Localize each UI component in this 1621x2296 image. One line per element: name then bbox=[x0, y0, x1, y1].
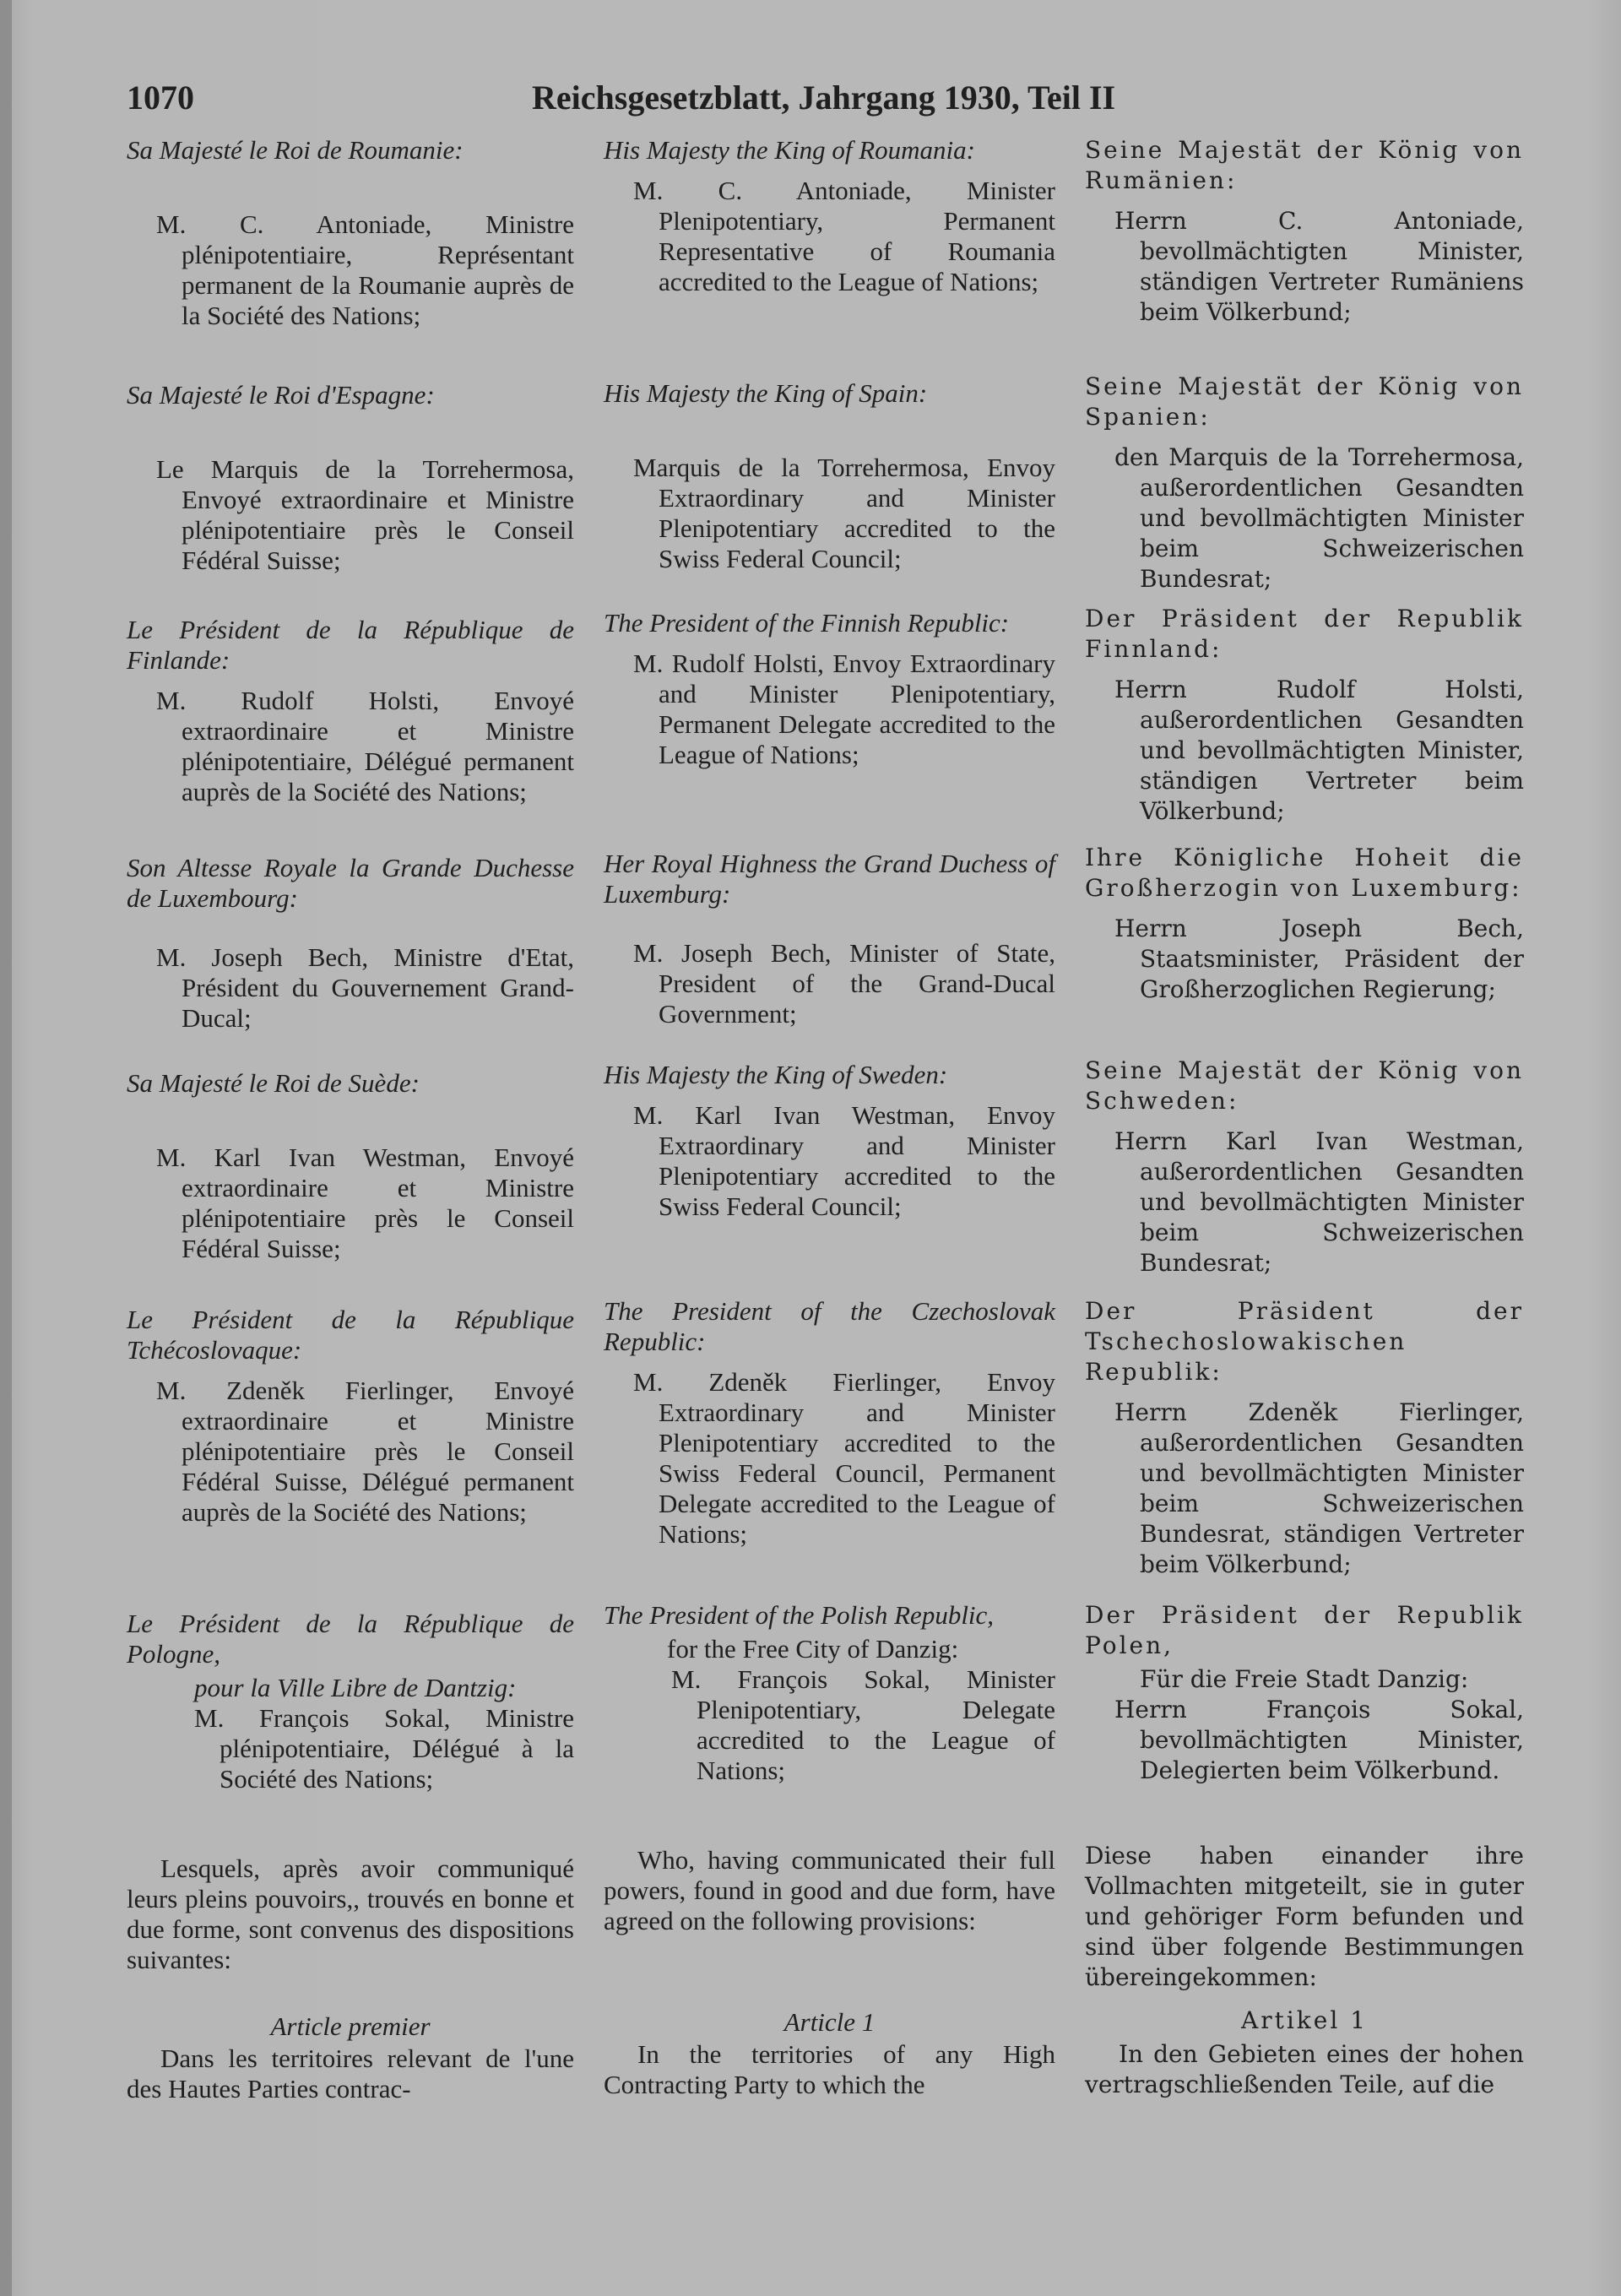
party-heading: Le Président de la République Tchécoslovaque: bbox=[127, 1305, 574, 1365]
column-english bbox=[604, 135, 1055, 2229]
delegate-text bbox=[127, 1143, 574, 1264]
delegate-name: Herrn C. Antoniade, bbox=[1114, 207, 1524, 235]
delegate-title: bevollmächtigten Minister, ständigen Vertreter Rumäniens beim Völkerbund; bbox=[1140, 237, 1524, 326]
column-french bbox=[127, 135, 574, 2229]
article-body: In the territories of any High Contracting Party to which the bbox=[604, 2039, 1055, 2099]
entry-romania bbox=[127, 135, 574, 331]
closing-paragraph: Lesquels, après avoir communiqué leurs pleins pouvoirs,, trouvés en bonne et due forme, sont convenus des dispositions suivantes: bbox=[127, 1854, 574, 1974]
delegate-title: außerordentlichen Gesandten und bevollmächtigten Minister beim Schweizerischen Bundesrat; bbox=[1140, 474, 1524, 593]
sub-party: pour la Ville Libre de Dantzig: bbox=[194, 1673, 517, 1702]
delegate-text bbox=[1085, 914, 1524, 1005]
delegate-name: M. Rudolf Holsti, bbox=[633, 649, 824, 678]
delegate-name: Herrn Zdeněk Fierlinger, bbox=[1114, 1398, 1524, 1426]
entry-sweden bbox=[127, 1068, 574, 1264]
delegate-text bbox=[127, 454, 574, 576]
entry-luxembourg bbox=[1085, 843, 1524, 1005]
delegate-text bbox=[604, 453, 1055, 574]
delegate-title: Minister Plenipotentiary, Delegate accredited to the League of Nations; bbox=[697, 1664, 1056, 1785]
delegate-name: M. Karl Ivan Westman, bbox=[156, 1143, 467, 1172]
entry-poland bbox=[127, 1609, 574, 1794]
party-heading: His Majesty the King of Roumania: bbox=[604, 135, 975, 165]
closing-paragraph: Who, having communicated their full powers, found in good and due form, have agreed on the following provisions: bbox=[604, 1845, 1055, 1935]
delegate-name: Herrn François Sokal, bbox=[1114, 1696, 1524, 1723]
delegate-name: Marquis de la Torrehermosa, bbox=[633, 453, 969, 482]
delegate-text bbox=[604, 1664, 1055, 1786]
party-heading: The President of the Finnish Republic: bbox=[604, 608, 1010, 638]
article-heading: Artikel 1 bbox=[1240, 2006, 1369, 2034]
delegate-text bbox=[604, 1100, 1055, 1222]
delegate-name: M. Rudolf Holsti, bbox=[156, 686, 440, 715]
party-heading: His Majesty the King of Sweden: bbox=[604, 1060, 948, 1089]
entry-romania bbox=[1085, 135, 1524, 328]
entry-finland bbox=[127, 615, 574, 807]
party-heading: Seine Majestät der König von Rumänien: bbox=[1085, 136, 1524, 194]
delegate-text bbox=[1085, 442, 1524, 594]
delegate-text bbox=[1085, 1398, 1524, 1580]
party-heading: Der Präsident der Republik Polen, bbox=[1085, 1601, 1524, 1659]
article-body: Dans les territoires relevant de l'une des Hautes Parties contrac- bbox=[127, 2044, 574, 2103]
entry-poland bbox=[604, 1600, 1055, 1786]
delegate-text bbox=[127, 1703, 574, 1794]
delegate-text bbox=[604, 649, 1055, 770]
sub-party: Für die Freie Stadt Danzig: bbox=[1140, 1665, 1469, 1693]
column-german bbox=[1085, 135, 1524, 2229]
delegate-name: M. François Sokal, bbox=[671, 1664, 930, 1694]
closing-paragraph: Diese haben einander ihre Vollmachten mitgeteilt, sie in guter und gehöriger Form befunden und sind über folgende Bestimmungen übereingekommen: bbox=[1085, 1842, 1524, 1991]
delegate-name: M. Zdeněk Fierlinger, bbox=[633, 1367, 942, 1397]
running-title: Reichsgesetzblatt, Jahrgang 1930, Teil II bbox=[532, 79, 1116, 117]
entry-czechoslovakia bbox=[1085, 1296, 1524, 1580]
party-heading: Sa Majesté le Roi de Suède: bbox=[127, 1068, 420, 1098]
delegate-name: M. C. Antoniade, bbox=[156, 209, 432, 239]
entry-czechoslovakia bbox=[604, 1296, 1055, 1550]
party-heading: Son Altesse Royale la Grande Duchesse de Luxembourg: bbox=[127, 853, 574, 913]
delegate-text bbox=[1085, 206, 1524, 328]
party-heading: Le Président de la République de Finlande: bbox=[127, 615, 574, 675]
party-heading: Seine Majestät der König von Schweden: bbox=[1085, 1056, 1524, 1115]
delegate-title: Ministre plénipotentiaire, Délégué à la Société des Nations; bbox=[220, 1703, 574, 1794]
entry-spain bbox=[1085, 372, 1524, 594]
binding-gutter bbox=[0, 0, 12, 2296]
entry-czechoslovakia bbox=[127, 1305, 574, 1528]
entry-luxembourg bbox=[604, 849, 1055, 1029]
delegate-title: außerordentlichen Gesandten und bevollmächtigten Minister beim Schweizerischen Bundesrat, ständigen Vertreter beim Völkerbund; bbox=[1140, 1429, 1524, 1578]
delegate-title: Envoyé extraordinaire et Ministre plénipotentiaire près le Conseil Fédéral Suisse; bbox=[182, 1143, 574, 1263]
entry-luxembourg bbox=[127, 853, 574, 1034]
delegate-name: Le Marquis de la Torrehermosa, bbox=[156, 454, 574, 484]
delegate-text bbox=[127, 1376, 574, 1528]
delegate-name: Herrn Rudolf Holsti, bbox=[1114, 676, 1524, 703]
page-header bbox=[127, 78, 1116, 128]
page-number: 1070 bbox=[127, 79, 194, 117]
delegate-name: M. Zdeněk Fierlinger, bbox=[156, 1376, 454, 1405]
delegate-title: Envoyé extraordinaire et Ministre plénipotentiaire près le Conseil Fédéral Suisse; bbox=[182, 485, 574, 575]
article-body: In den Gebieten eines der hohen vertragschließenden Teile, auf die bbox=[1085, 2040, 1524, 2098]
delegate-title: Envoyé extraordinaire et Ministre plénipotentiaire près le Conseil Fédéral Suisse, Délégué permanent auprès de la Société des Nations; bbox=[182, 1376, 575, 1527]
party-heading: His Majesty the King of Spain: bbox=[604, 378, 928, 408]
delegate-title: Envoyé extraordinaire et Ministre plénipotentiaire, Délégué permanent auprès de la Société des Nations; bbox=[182, 686, 574, 806]
delegate-text bbox=[604, 1367, 1055, 1550]
sub-party: for the Free City of Danzig: bbox=[667, 1634, 959, 1664]
party-heading: Sa Majesté le Roi de Roumanie: bbox=[127, 135, 464, 165]
delegate-title: Ministre plénipotentiaire, Représentant permanent de la Roumanie auprès de la Société des Nations; bbox=[182, 209, 574, 330]
party-heading: The President of the Polish Republic, bbox=[604, 1600, 995, 1630]
entry-spain bbox=[604, 378, 1055, 574]
delegate-text bbox=[1085, 675, 1524, 827]
entry-poland bbox=[1085, 1600, 1524, 1786]
entry-sweden bbox=[1085, 1056, 1524, 1278]
delegate-name: den Marquis de la Torrehermosa, bbox=[1114, 443, 1524, 471]
entry-romania bbox=[604, 135, 1055, 297]
delegate-title: Minister of State, President of the Grand-Ducal Government; bbox=[659, 938, 1056, 1029]
delegate-title: Envoy Extraordinary and Minister Plenipotentiary accredited to the Swiss Federal Council; bbox=[659, 453, 1056, 573]
party-heading: Seine Majestät der König von Spanien: bbox=[1085, 372, 1524, 431]
delegate-text bbox=[127, 942, 574, 1034]
delegate-title: außerordentlichen Gesandten und bevollmächtigten Minister beim Schweizerischen Bundesrat; bbox=[1140, 1158, 1524, 1277]
delegate-name: M. C. Antoniade, bbox=[633, 176, 912, 205]
delegate-title: Ministre d'Etat, Président du Gouvernement Grand-Ducal; bbox=[182, 942, 575, 1033]
delegate-text bbox=[1085, 1126, 1524, 1278]
delegate-name: M. Karl Ivan Westman, bbox=[633, 1100, 956, 1130]
party-heading: Her Royal Highness the Grand Duchess of Luxemburg: bbox=[604, 849, 1055, 909]
delegate-title: Envoy Extraordinary and Minister Plenipotentiary accredited to the Swiss Federal Council, Permanent Delegate accredited to the League of Nations; bbox=[659, 1367, 1055, 1549]
party-heading: Ihre Königliche Hoheit die Großherzogin von Luxemburg: bbox=[1085, 844, 1524, 902]
delegate-title: Envoy Extraordinary and Minister Plenipotentiary accredited to the Swiss Federal Council; bbox=[659, 1100, 1055, 1221]
entry-finland bbox=[1085, 604, 1524, 827]
party-heading: Der Präsident der Tschechoslowakischen Republik: bbox=[1085, 1297, 1524, 1386]
party-heading: The President of the Czechoslovak Republic: bbox=[604, 1296, 1055, 1356]
delegate-name: M. Joseph Bech, bbox=[633, 938, 832, 968]
delegate-text bbox=[1085, 1695, 1524, 1786]
party-heading: Der Präsident der Republik Finnland: bbox=[1085, 605, 1524, 663]
delegate-name: M. François Sokal, bbox=[194, 1703, 451, 1733]
delegate-title: Staatsminister, Präsident der Großherzoglichen Regierung; bbox=[1140, 945, 1524, 1003]
delegate-name: M. Joseph Bech, bbox=[156, 942, 369, 972]
entry-finland bbox=[604, 608, 1055, 770]
party-heading: Sa Majesté le Roi d'Espagne: bbox=[127, 380, 435, 410]
delegate-text bbox=[127, 209, 574, 331]
delegate-text bbox=[604, 176, 1055, 297]
delegate-name: Herrn Joseph Bech, bbox=[1114, 915, 1524, 942]
entry-spain bbox=[127, 380, 574, 576]
delegate-title: Minister Plenipotentiary, Permanent Representative of Roumania accredited to the League of Nations; bbox=[659, 176, 1055, 296]
entry-sweden bbox=[604, 1060, 1055, 1222]
delegate-title: bevollmächtigten Minister, Delegierten beim Völkerbund. bbox=[1140, 1726, 1524, 1784]
delegate-name: Herrn Karl Ivan Westman, bbox=[1114, 1127, 1524, 1155]
article-heading: Article 1 bbox=[783, 2007, 876, 2037]
party-heading: Le Président de la République de Pologne, bbox=[127, 1609, 574, 1669]
article-heading: Article premier bbox=[270, 2011, 431, 2041]
delegate-title: außerordentlichen Gesandten und bevollmächtigten Minister, ständigen Vertreter beim Völkerbund; bbox=[1140, 706, 1524, 825]
delegate-title: Envoy Extraordinary and Minister Plenipotentiary, Permanent Delegate accredited to the League of Nations; bbox=[659, 649, 1055, 769]
delegate-text bbox=[604, 938, 1055, 1029]
delegate-text bbox=[127, 686, 574, 807]
